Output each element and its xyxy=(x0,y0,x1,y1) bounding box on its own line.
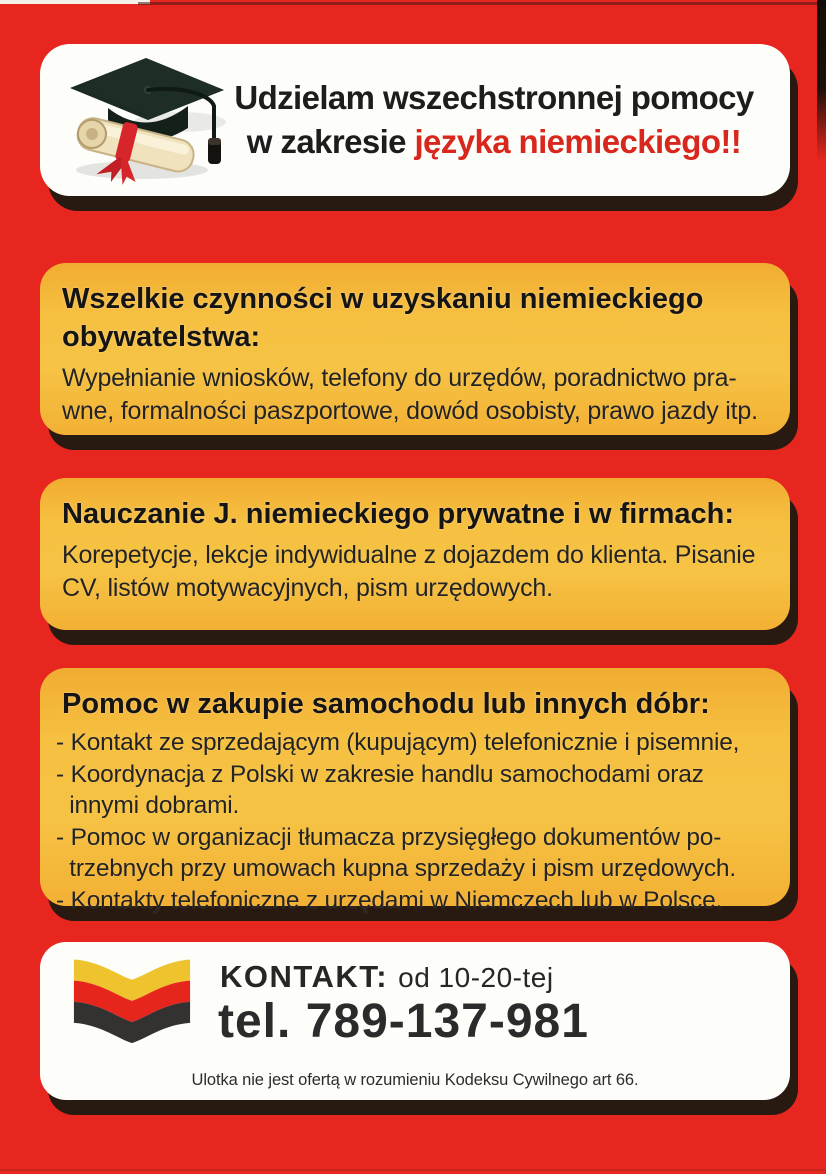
contact-line1 xyxy=(220,959,554,995)
section-title: Nauczanie J. niemieckiego prywatne i w firmach: xyxy=(62,498,735,530)
graduation-cap-icon xyxy=(60,52,232,188)
scan-edge-bottom xyxy=(0,1169,826,1171)
german-flag-icon xyxy=(64,956,200,1044)
contact-hours: od 10-20-tej xyxy=(398,962,554,993)
section-body: - Kontakt ze sprzedającym (kupującym) telefonicznie i pisemnie, - Koordynacja z Polski w zakresie handlu samochodami oraz innymi dobrami. - Pomoc w organizacji tłumacza przysięgłego dokumentów po- trzebnych przy umowach kupna sprzedaży i pism urzędowych. - Kontakty telefoniczne z urzędami w Niemczech lub w Polsce. xyxy=(56,729,740,914)
section-title: Wszelkie czynności w uzyskaniu niemieckiego obywatelstwa: xyxy=(62,283,704,353)
header-line2-prefix: w zakresie xyxy=(246,123,415,160)
scan-edge-top xyxy=(0,0,150,4)
section-body: Wypełnianie wniosków, telefony do urzędów, poradnictwo pra- wne, formalności paszportowe, dowód osobisty, prawo jazdy itp. xyxy=(62,364,758,425)
header-card xyxy=(40,44,790,196)
contact-disclaimer: Ulotka nie jest ofertą w rozumieniu Kodeksu Cywilnego art 66. xyxy=(191,1071,639,1089)
contact-label: KONTAKT: xyxy=(220,959,389,994)
section-teaching xyxy=(40,478,790,630)
header-line2-highlight: języka niemieckiego!! xyxy=(414,123,742,160)
contact-card xyxy=(40,942,790,1100)
header-line1: Udzielam wszechstronnej pomocy xyxy=(234,79,754,116)
section-citizenship xyxy=(40,263,790,435)
section-car-purchase xyxy=(40,668,790,914)
header-line2 xyxy=(208,120,780,164)
contact-phone-number: tel. 789-137-981 xyxy=(218,995,589,1048)
section-body: Korepetycje, lekcje indywidualne z dojazdem do klienta. Pisanie CV, listów motywacyjnych, pism urzędowych. xyxy=(62,541,756,602)
scan-edge-top-line xyxy=(138,2,826,5)
section-title: Pomoc w zakupie samochodu lub innych dóbr: xyxy=(62,688,710,720)
header-text xyxy=(208,76,780,164)
scan-edge-right xyxy=(817,0,826,160)
